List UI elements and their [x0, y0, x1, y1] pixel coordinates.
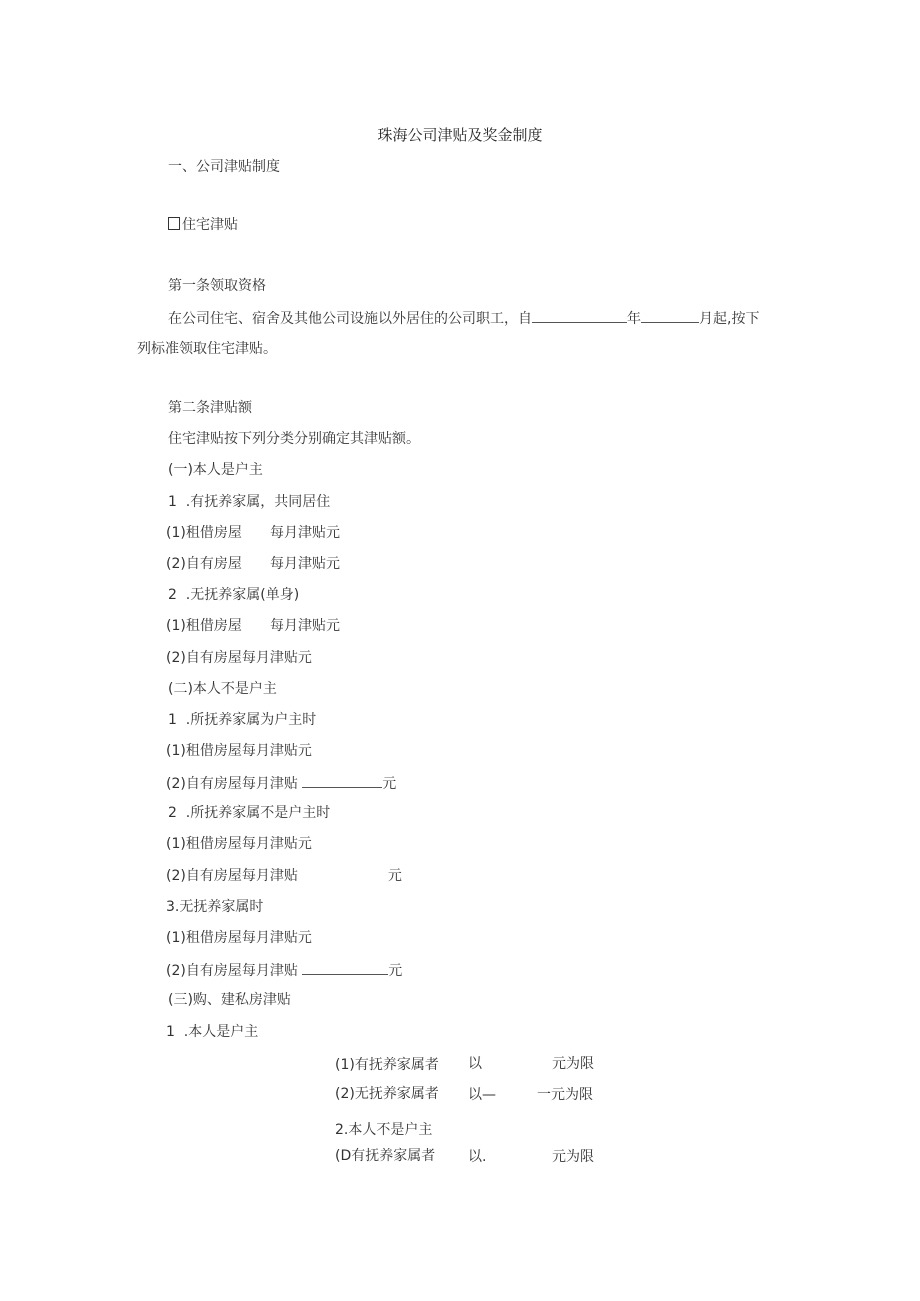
limit-prefix: 以. — [468, 1149, 487, 1165]
article1-text: 在公司住宅、宿舍及其他公司设施以外居住的公司职工，自 — [168, 311, 532, 327]
amount-blank — [302, 960, 388, 975]
list-item-value: 每月津贴元 — [270, 618, 340, 634]
housing-allowance-label: 住宅津贴 — [182, 217, 238, 233]
subcategory-heading: 1 .本人是户主 — [166, 1024, 259, 1040]
list-item: (1)有抚养家属者 — [335, 1057, 439, 1073]
list-item-value: 每月津贴元 — [270, 525, 340, 541]
list-item-value: 每月津贴元 — [270, 556, 340, 572]
list-item — [166, 773, 396, 793]
article1-heading: 第一条领取资格 — [168, 278, 266, 294]
list-item: (1)租借房屋每月津贴元 — [166, 743, 312, 759]
subcategory-heading: 2 .无抚养家属(单身) — [168, 587, 300, 603]
list-item: (D有抚养家属者 — [335, 1148, 436, 1164]
list-item-label: (2)自有房屋每月津贴 — [166, 776, 298, 792]
list-item: (2)无抚养家属者 — [335, 1086, 439, 1102]
year-blank — [532, 308, 627, 323]
subcategory-heading: 2 .所抚养家属不是户主时 — [168, 805, 331, 821]
subcategory-heading: 3.无抚养家属时 — [166, 899, 264, 915]
unit-label: 元 — [382, 776, 397, 792]
limit-prefix: 以— — [468, 1087, 496, 1103]
article2-intro: 住宅津贴按下列分类分别确定其津贴额。 — [168, 431, 420, 447]
category-heading: (一)本人是户主 — [168, 462, 263, 478]
limit-suffix: 元为限 — [552, 1149, 594, 1165]
category-heading: (三)购、建私房津贴 — [168, 992, 291, 1008]
list-item — [166, 960, 402, 980]
amount-blank — [302, 773, 382, 788]
list-item: (2)自有房屋 — [166, 556, 242, 572]
list-item-label: (2)自有房屋每月津贴 — [166, 868, 298, 884]
unit-label: 元 — [387, 868, 402, 884]
section-heading: 一、公司津贴制度 — [168, 159, 280, 175]
document-title: 珠海公司津贴及奖金制度 — [377, 126, 543, 144]
subcategory-heading: 2.本人不是户主 — [335, 1122, 433, 1138]
checkbox-icon — [168, 217, 180, 230]
month-blank — [641, 308, 699, 323]
limit-prefix: 以 — [468, 1056, 482, 1072]
month-label: 月起,按下 — [699, 311, 760, 327]
list-item — [166, 867, 402, 885]
list-item: (1)租借房屋 — [166, 525, 242, 541]
subcategory-heading: 1 .有抚养家属，共同居住 — [168, 494, 331, 510]
list-item: (1)租借房屋每月津贴元 — [166, 930, 312, 946]
list-item: (2)自有房屋每月津贴元 — [166, 650, 312, 666]
limit-suffix: 一元为限 — [537, 1087, 593, 1103]
housing-allowance-heading — [168, 216, 238, 234]
list-item: (1)租借房屋每月津贴元 — [166, 836, 312, 852]
article1-line1 — [168, 308, 759, 328]
article2-heading: 第二条津贴额 — [168, 400, 252, 416]
article1-line2: 列标准领取住宅津贴。 — [137, 341, 277, 357]
list-item-label: (2)自有房屋每月津贴 — [166, 963, 298, 979]
year-label: 年 — [627, 311, 641, 327]
category-heading: (二)本人不是户主 — [168, 681, 277, 697]
unit-label: 元 — [388, 963, 403, 979]
subcategory-heading: 1 .所抚养家属为户主时 — [168, 712, 317, 728]
limit-suffix: 元为限 — [552, 1056, 594, 1072]
list-item: (1)租借房屋 — [166, 618, 242, 634]
